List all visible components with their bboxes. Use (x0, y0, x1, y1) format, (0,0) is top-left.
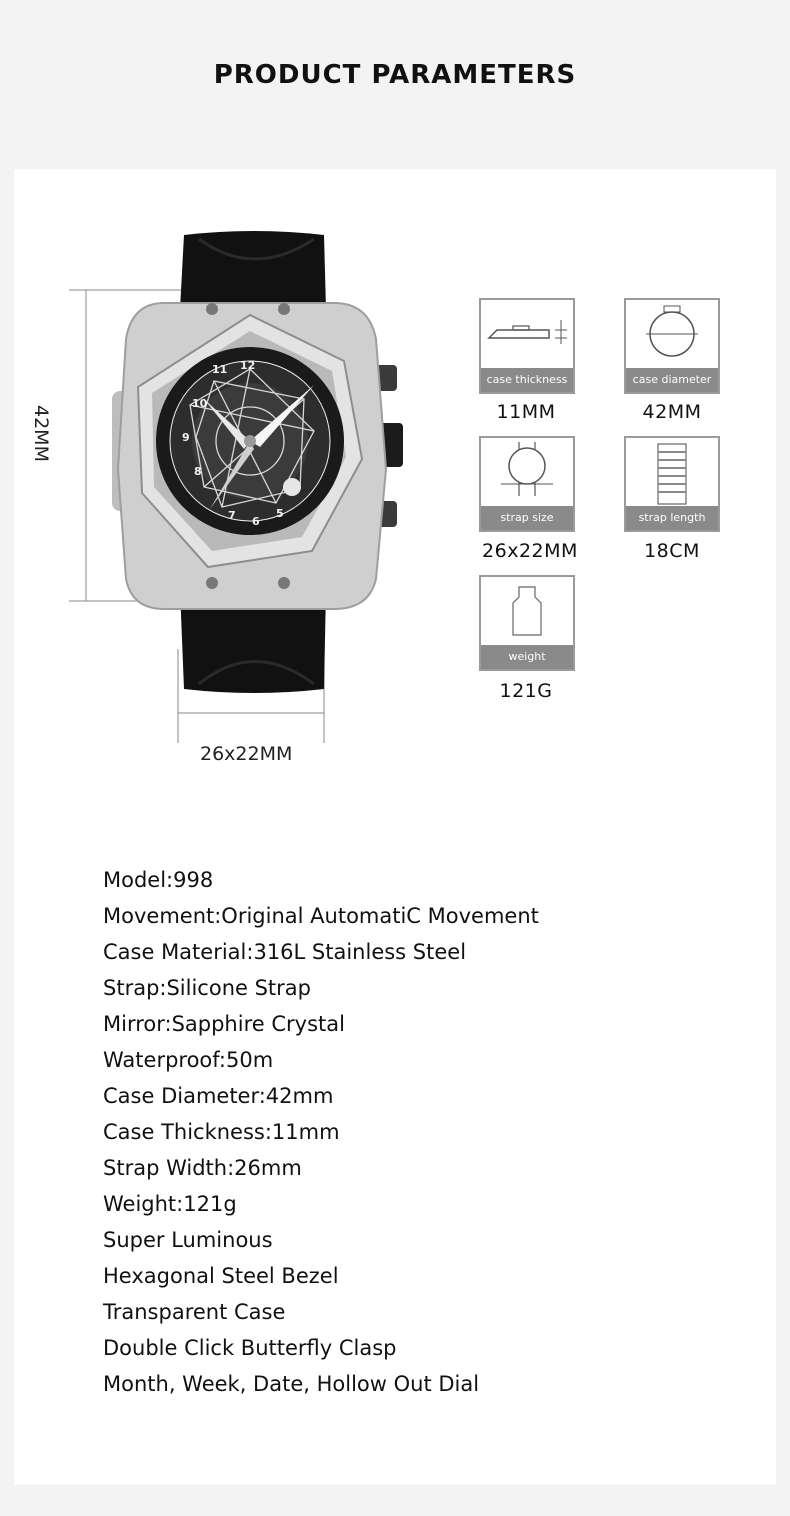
strap-length-label: strap length (626, 506, 718, 530)
spec-item: Case Thickness:11mm (103, 1120, 340, 1144)
strap-size-icon (481, 438, 573, 508)
strap-length-value: 18CM (644, 540, 700, 562)
spec-item: Strap Width:26mm (103, 1156, 302, 1180)
case-diameter-value: 42MM (642, 401, 702, 423)
case-diameter-icon (626, 300, 718, 370)
case-diameter-label: case diameter (626, 368, 718, 392)
svg-text:8: 8 (194, 465, 202, 478)
spec-item: Case Diameter:42mm (103, 1084, 334, 1108)
weight-tile (479, 575, 575, 671)
spec-item: Super Luminous (103, 1228, 273, 1252)
svg-text:12: 12 (240, 359, 256, 372)
spec-item: Double Click Butterfly Clasp (103, 1336, 397, 1360)
height-dimension-label: 42MM (30, 405, 52, 462)
strap-length-tile (624, 436, 720, 532)
case-diameter-tile (624, 298, 720, 394)
case-thickness-tile (479, 298, 575, 394)
case-thickness-icon (481, 300, 573, 370)
svg-text:6: 6 (252, 515, 260, 528)
case-thickness-label: case thickness (481, 368, 573, 392)
weight-icon (481, 577, 573, 647)
strap-size-tile (479, 436, 575, 532)
spec-item: Weight:121g (103, 1192, 237, 1216)
svg-text:10: 10 (192, 397, 208, 410)
svg-text:7: 7 (228, 509, 236, 522)
width-dimension-label: 26x22MM (200, 743, 293, 765)
content-panel (14, 169, 776, 1485)
weight-label: weight (481, 645, 573, 669)
svg-text:5: 5 (276, 507, 284, 520)
spec-item: Waterproof:50m (103, 1048, 274, 1072)
strap-length-icon (626, 438, 718, 508)
page-title: PRODUCT PARAMETERS (213, 60, 577, 90)
svg-text:11: 11 (212, 363, 228, 376)
strap-size-label: strap size (481, 506, 573, 530)
weight-value: 121G (499, 680, 553, 702)
svg-text:9: 9 (182, 431, 190, 444)
spec-item: Case Material:316L Stainless Steel (103, 940, 467, 964)
spec-item: Model:998 (103, 868, 214, 892)
spec-item: Mirror:Sapphire Crystal (103, 1012, 345, 1036)
spec-item: Transparent Case (103, 1300, 286, 1324)
strap-size-value: 26x22MM (482, 540, 578, 562)
spec-item: Strap:Silicone Strap (103, 976, 312, 1000)
spec-item: Month, Week, Date, Hollow Out Dial (103, 1372, 480, 1396)
spec-item: Movement:Original AutomatiC Movement (103, 904, 539, 928)
spec-list (103, 867, 539, 1407)
case-thickness-value: 11MM (496, 401, 556, 423)
spec-item: Hexagonal Steel Bezel (103, 1264, 339, 1288)
